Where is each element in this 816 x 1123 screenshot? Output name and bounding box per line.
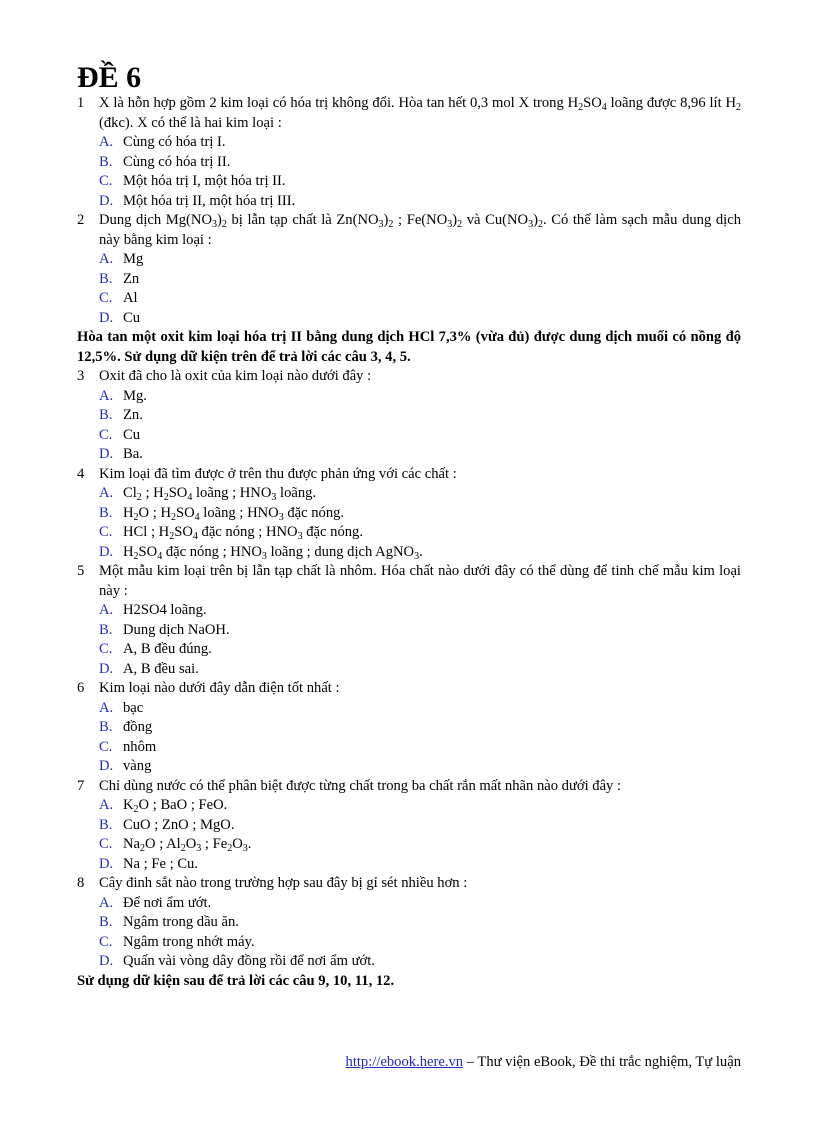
option-text [123, 933, 741, 953]
answer-option[interactable] [77, 250, 741, 270]
text-run: Ngâm trong nhớt máy. [123, 933, 255, 950]
text-run: H [123, 543, 134, 560]
question-text [99, 367, 741, 387]
option-text [123, 426, 741, 446]
answer-option[interactable] [77, 192, 741, 212]
subscript: 3 [378, 219, 384, 230]
question-stem [77, 777, 741, 797]
text-run: Mg. [123, 387, 147, 404]
question-number: 8 [77, 875, 85, 891]
answer-option[interactable] [77, 523, 741, 543]
text-run: O ; H [138, 504, 171, 521]
subscript: 3 [242, 843, 248, 854]
answer-option[interactable] [77, 640, 741, 660]
option-letter: C. [99, 426, 113, 443]
question-stem [77, 465, 741, 485]
option-letter: A. [99, 797, 114, 813]
text-run: H [123, 504, 134, 521]
option-letter: B. [99, 914, 113, 930]
text-run: Chỉ dùng nước có thể phân biệt được từng chất trong ba chất rắn mất nhãn nào dưới đây : [99, 777, 622, 794]
question-block [77, 679, 741, 777]
text-run: HCl ; H [123, 524, 170, 540]
answer-option[interactable] [77, 796, 741, 816]
text-run: SO [174, 524, 193, 540]
answer-option[interactable] [77, 952, 741, 972]
option-text [123, 250, 741, 270]
option-text [123, 484, 741, 504]
answer-option[interactable] [77, 387, 741, 407]
question-text [99, 562, 741, 601]
subscript: 3 [528, 219, 534, 230]
text-run: loãng. [276, 485, 317, 501]
question-number: 5 [77, 563, 85, 579]
text-run: loãng ; dung dịch AgNO [266, 543, 415, 560]
question-block [77, 562, 741, 679]
question-block [77, 211, 741, 328]
option-text [123, 894, 741, 914]
text-run: . [419, 543, 423, 560]
option-letter: B. [99, 504, 113, 521]
question-number: 1 [77, 95, 85, 111]
option-text [123, 738, 741, 758]
text-run: SO [175, 504, 195, 521]
text-run: ; Fe(NO [393, 212, 448, 228]
page-title: ĐỀ 6 [77, 61, 142, 94]
option-text [123, 796, 741, 816]
text-run: loãng ; HNO [192, 485, 272, 501]
text-run: Ngâm trong dầu ăn. [123, 914, 239, 930]
option-letter: A. [99, 894, 114, 911]
section-instruction: Hòa tan một oxit kim loại hóa trị II bằng dung dịch HCl 7,3% (vừa đủ) được dung dịch muối có nồng độ 12,5%. Sử dụng dữ kiện trên để trả lời các câu 3, 4, 5. [77, 329, 741, 365]
option-text [123, 621, 741, 641]
option-text [123, 504, 741, 524]
text-run: Cu [123, 309, 141, 326]
subscript: 2 [163, 492, 169, 503]
subscript: 2 [180, 843, 186, 854]
text-run: đồng [123, 719, 153, 735]
subscript: 2 [170, 511, 176, 523]
question-stem [77, 211, 741, 250]
text-run: Một hóa trị II, một hóa trị III. [123, 192, 296, 209]
option-letter: A. [99, 485, 114, 501]
option-text [123, 757, 741, 777]
answer-option[interactable] [77, 426, 741, 446]
answer-option[interactable] [77, 153, 741, 173]
option-text [123, 406, 741, 426]
text-run: loãng ; HNO [199, 504, 279, 521]
question-number: 3 [77, 368, 85, 384]
question-stem [77, 562, 741, 601]
text-run: ) [383, 212, 389, 228]
option-text [123, 699, 741, 719]
answer-option[interactable] [77, 835, 741, 855]
subscript: 3 [271, 492, 277, 503]
subscript: 2 [227, 843, 233, 854]
option-letter: D. [99, 855, 114, 872]
answer-option[interactable] [77, 738, 741, 758]
question-list [77, 94, 741, 991]
text-run: bị lẫn tạp chất là Zn(NO [226, 212, 379, 228]
text-run: Cây đinh sắt nào trong trường hợp sau đây bị gỉ sét nhiều hơn : [99, 875, 468, 891]
text-run: Một hóa trị I, một hóa trị II. [123, 173, 286, 189]
option-text [123, 153, 741, 173]
footer-link[interactable]: http://ebook.here.vn [345, 1054, 464, 1070]
text-run: O [232, 836, 243, 852]
question-text [99, 874, 741, 894]
question-stem [77, 874, 741, 894]
text-run: Kim loại nào dưới đây dẫn điện tốt nhất : [99, 680, 340, 696]
subscript: 2 [221, 219, 227, 230]
subscript: 2 [388, 219, 394, 230]
text-run: ; H [141, 485, 164, 501]
option-letter: A. [99, 387, 114, 404]
text-run: Cùng có hóa trị II. [123, 153, 231, 170]
answer-option[interactable] [77, 445, 741, 465]
option-letter: B. [99, 153, 113, 170]
subscript: 2 [136, 492, 142, 503]
option-text [123, 172, 741, 192]
answer-option[interactable] [77, 172, 741, 192]
option-text [123, 835, 741, 855]
subscript: 4 [157, 550, 163, 562]
question-block [77, 94, 741, 211]
text-run: Quấn vài vòng dây đồng rồi để nơi ẩm ướt. [123, 953, 375, 969]
option-text [123, 640, 741, 660]
option-letter: C. [99, 173, 113, 189]
option-text [123, 952, 741, 972]
option-text [123, 309, 741, 329]
text-run: O [185, 836, 197, 852]
text-run: Zn. [123, 407, 143, 423]
option-letter: C. [99, 290, 113, 306]
option-letter: B. [99, 407, 113, 423]
question-text [99, 211, 741, 250]
text-run: X là hỗn hợp gồm 2 kim loại có hóa trị không đổi. Hòa tan hết 0,3 mol X trong H [99, 95, 579, 111]
text-run: O ; Al [145, 836, 181, 852]
subscript: 3 [414, 550, 420, 562]
text-run: Oxit đã cho là oxit của kim loại nào dưới đây : [99, 368, 372, 384]
question-block [77, 465, 741, 563]
subscript: 4 [601, 102, 607, 113]
answer-option[interactable] [77, 933, 741, 953]
text-run: O ; BaO ; FeO. [138, 797, 228, 813]
answer-option[interactable] [77, 660, 741, 680]
text-run: Cùng có hóa trị I. [123, 134, 226, 150]
option-letter: A. [99, 134, 114, 150]
answer-option[interactable] [77, 621, 741, 641]
option-letter: C. [99, 738, 113, 755]
answer-option[interactable] [77, 601, 741, 621]
option-letter: C. [99, 933, 113, 950]
text-run: loãng được 8,96 lít H [606, 95, 737, 111]
option-text [123, 289, 741, 309]
option-letter: A. [99, 251, 114, 267]
text-run: SO [583, 95, 602, 111]
subscript: 2 [578, 102, 584, 113]
subscript: 3 [297, 531, 303, 542]
page-footer [346, 1053, 741, 1072]
option-letter: B. [99, 270, 113, 287]
question-number: 7 [77, 777, 85, 794]
option-letter: B. [99, 719, 113, 735]
option-text [123, 543, 741, 563]
option-letter: D. [99, 192, 114, 209]
text-run: . [247, 836, 252, 852]
subscript: 4 [187, 492, 193, 503]
text-run: đặc nóng. [302, 524, 363, 540]
question-stem [77, 367, 741, 387]
text-run: và Cu(NO [462, 212, 529, 228]
option-text [123, 855, 741, 875]
option-text [123, 133, 741, 153]
text-run: đặc nóng ; HNO [197, 524, 298, 540]
answer-option[interactable] [77, 309, 741, 329]
text-run: SO [138, 543, 158, 560]
text-run: bạc [123, 699, 144, 716]
answer-option[interactable] [77, 543, 741, 563]
text-run: Zn [123, 270, 140, 287]
answer-option[interactable] [77, 289, 741, 309]
subscript: 3 [447, 219, 453, 230]
option-letter: D. [99, 543, 114, 560]
answer-option[interactable] [77, 816, 741, 836]
text-run: Cl [123, 485, 137, 501]
text-run: A, B đều đúng. [123, 641, 212, 657]
text-run: ) [452, 212, 458, 228]
text-run: Al [123, 290, 138, 306]
question-text [99, 777, 741, 797]
text-run: Một mẫu kim loại trên bị lẫn tạp chất là nhôm. Hóa chất nào dưới đây có thể dùng để tinh chế mẫu kim loại này : [99, 563, 741, 599]
subscript: 3 [261, 550, 267, 562]
option-text [123, 270, 741, 290]
answer-option[interactable] [77, 757, 741, 777]
answer-option[interactable] [77, 699, 741, 719]
text-run: ; Fe [201, 836, 228, 852]
footer-text: – Thư viện eBook, Đề thi trắc nghiệm, Tự luận [463, 1054, 741, 1070]
question-number: 2 [77, 212, 85, 228]
option-letter: D. [99, 446, 114, 462]
answer-option[interactable] [77, 133, 741, 153]
option-letter: B. [99, 621, 113, 638]
text-run: nhôm [123, 738, 157, 755]
question-text [99, 679, 741, 699]
subscript: 2 [457, 219, 463, 230]
option-letter: D. [99, 660, 114, 677]
answer-option[interactable] [77, 894, 741, 914]
question-block [77, 874, 741, 972]
answer-option[interactable] [77, 270, 741, 290]
subscript: 2 [133, 511, 139, 523]
subscript: 4 [194, 511, 200, 523]
option-text [123, 387, 741, 407]
text-run: H2SO4 loãng. [123, 602, 207, 618]
question-text [99, 94, 741, 133]
subscript: 3 [278, 511, 284, 523]
option-letter: D. [99, 953, 114, 969]
answer-option[interactable] [77, 913, 741, 933]
answer-option[interactable] [77, 406, 741, 426]
subscript: 2 [169, 531, 175, 542]
text-run: . Có thể làm sạch mẫu dung dịch này bằng kim loại : [99, 212, 741, 248]
option-text [123, 718, 741, 738]
question-text [99, 465, 741, 485]
question-block [77, 777, 741, 875]
option-text [123, 523, 741, 543]
option-text [123, 816, 741, 836]
subscript: 2 [537, 219, 543, 230]
text-run: Na [123, 836, 141, 852]
text-run: SO [168, 485, 188, 501]
question-block [77, 367, 741, 465]
option-letter: C. [99, 836, 113, 852]
option-letter: A. [99, 602, 114, 618]
subscript: 2 [133, 804, 139, 815]
text-run: ) [533, 212, 538, 228]
subscript: 2 [133, 550, 139, 562]
question-number: 6 [77, 680, 85, 696]
option-text [123, 445, 741, 465]
question-stem [77, 94, 741, 133]
option-text [123, 660, 741, 680]
subscript: 3 [196, 843, 202, 854]
option-letter: B. [99, 816, 113, 833]
option-letter: A. [99, 699, 114, 716]
text-run: K [123, 797, 134, 813]
subscript: 2 [140, 843, 146, 854]
option-letter: D. [99, 758, 114, 774]
subscript: 4 [192, 531, 198, 542]
answer-option[interactable] [77, 504, 741, 524]
text-run: Dung dịch NaOH. [123, 621, 230, 638]
option-letter: C. [99, 524, 113, 540]
option-letter: C. [99, 641, 113, 657]
option-text [123, 913, 741, 933]
answer-option[interactable] [77, 855, 741, 875]
text-run: vàng [123, 758, 152, 774]
option-letter: D. [99, 309, 114, 326]
text-run: A, B đều sai. [123, 660, 199, 677]
answer-option[interactable] [77, 718, 741, 738]
subscript: 2 [736, 102, 742, 113]
answer-option[interactable] [77, 484, 741, 504]
text-run: Ba. [123, 446, 143, 462]
text-run: Cu [123, 426, 141, 443]
text-run: Kim loại đã tìm được ở trên thu được phản ứng với các chất : [99, 465, 457, 482]
question-stem [77, 679, 741, 699]
section-instruction: Sử dụng dữ kiện sau để trả lời các câu 9, 10, 11, 12. [77, 972, 395, 989]
question-number: 4 [77, 465, 85, 482]
text-run: ) [217, 212, 222, 228]
text-run: Để nơi ẩm ướt. [123, 894, 212, 911]
option-text [123, 192, 741, 212]
text-run: đặc nóng ; HNO [162, 543, 262, 560]
text-run: Dung dịch Mg(NO [99, 212, 212, 228]
text-run: CuO ; ZnO ; MgO. [123, 816, 235, 833]
option-text [123, 601, 741, 621]
text-run: Na ; Fe ; Cu. [123, 855, 198, 872]
text-run: đặc nóng. [283, 504, 345, 521]
subscript: 3 [212, 219, 217, 230]
text-run: Mg [123, 251, 144, 267]
text-run: (đkc). X có thể là hai kim loại : [99, 114, 282, 131]
